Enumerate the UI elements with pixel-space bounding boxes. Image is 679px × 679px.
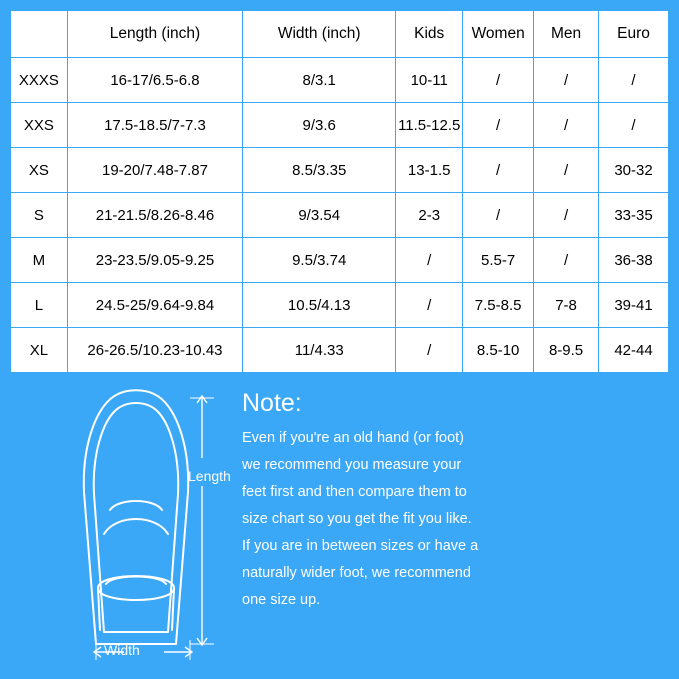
note-line: feet first and then compare them to: [242, 484, 467, 500]
note-line: one size up.: [242, 592, 321, 608]
cell-women: /: [463, 58, 534, 103]
row-size-label: XXS: [11, 103, 68, 148]
row-size-label: XS: [11, 148, 68, 193]
row-size-label: L: [11, 283, 68, 328]
cell-euro: /: [599, 103, 669, 148]
cell-length: 26-26.5/10.23-10.43: [67, 328, 242, 373]
row-size-label: S: [11, 193, 68, 238]
note-line: we recommend you measure your: [242, 457, 462, 473]
note-block: [242, 388, 662, 619]
cell-width: 10.5/4.13: [243, 283, 396, 328]
cell-length: 23-23.5/9.05-9.25: [67, 238, 242, 283]
table-row: [11, 148, 669, 193]
note-line: size chart so you get the fit you like.: [242, 511, 472, 527]
cell-kids: /: [396, 238, 463, 283]
swim-fin-illustration: [40, 382, 240, 662]
header-cell-women: Women: [463, 11, 534, 58]
length-dimension-label: Length: [188, 468, 231, 484]
cell-euro: 30-32: [599, 148, 669, 193]
header-cell-blank: [11, 11, 68, 58]
note-line: If you are in between sizes or have a: [242, 538, 479, 554]
cell-women: 5.5-7: [463, 238, 534, 283]
cell-kids: 10-11: [396, 58, 463, 103]
header-cell-euro: Euro: [599, 11, 669, 58]
cell-width: 9/3.6: [243, 103, 396, 148]
header-cell-men: Men: [534, 11, 599, 58]
fin-diagram: [40, 382, 240, 662]
cell-width: 11/4.33: [243, 328, 396, 373]
header-cell-width: Width (inch): [243, 11, 396, 58]
cell-kids: /: [396, 328, 463, 373]
cell-women: 8.5-10: [463, 328, 534, 373]
cell-euro: 42-44: [599, 328, 669, 373]
header-cell-kids: Kids: [396, 11, 463, 58]
cell-length: 16-17/6.5-6.8: [67, 58, 242, 103]
table-row: [11, 193, 669, 238]
header-cell-length: Length (inch): [67, 11, 242, 58]
cell-men: 7-8: [534, 283, 599, 328]
row-size-label: M: [11, 238, 68, 283]
cell-width: 9.5/3.74: [243, 238, 396, 283]
cell-women: /: [463, 103, 534, 148]
size-chart-table: [10, 10, 669, 373]
cell-women: /: [463, 193, 534, 238]
table-row: [11, 328, 669, 373]
cell-kids: 11.5-12.5: [396, 103, 463, 148]
cell-length: 17.5-18.5/7-7.3: [67, 103, 242, 148]
cell-width: 8/3.1: [243, 58, 396, 103]
cell-men: /: [534, 103, 599, 148]
cell-men: 8-9.5: [534, 328, 599, 373]
cell-length: 19-20/7.48-7.87: [67, 148, 242, 193]
cell-euro: 33-35: [599, 193, 669, 238]
cell-men: /: [534, 58, 599, 103]
cell-width: 9/3.54: [243, 193, 396, 238]
cell-euro: 36-38: [599, 238, 669, 283]
size-chart-container: [10, 10, 669, 373]
cell-men: /: [534, 148, 599, 193]
cell-women: /: [463, 148, 534, 193]
cell-width: 8.5/3.35: [243, 148, 396, 193]
table-row: [11, 58, 669, 103]
note-line: Even if you're an old hand (or foot): [242, 430, 465, 446]
note-lines: [242, 430, 662, 609]
table-header-row: [11, 11, 669, 58]
table-row: [11, 103, 669, 148]
note-line: naturally wider foot, we recommend: [242, 565, 471, 581]
note-area: [10, 376, 669, 669]
cell-euro: 39-41: [599, 283, 669, 328]
width-dimension-label: Width: [104, 642, 140, 658]
table-row: [11, 238, 669, 283]
cell-men: /: [534, 238, 599, 283]
cell-kids: 13-1.5: [396, 148, 463, 193]
cell-kids: 2-3: [396, 193, 463, 238]
row-size-label: XXXS: [11, 58, 68, 103]
row-size-label: XL: [11, 328, 68, 373]
cell-length: 21-21.5/8.26-8.46: [67, 193, 242, 238]
table-row: [11, 283, 669, 328]
note-title: Note:: [242, 389, 302, 417]
cell-kids: /: [396, 283, 463, 328]
cell-length: 24.5-25/9.64-9.84: [67, 283, 242, 328]
cell-euro: /: [599, 58, 669, 103]
cell-women: 7.5-8.5: [463, 283, 534, 328]
cell-men: /: [534, 193, 599, 238]
